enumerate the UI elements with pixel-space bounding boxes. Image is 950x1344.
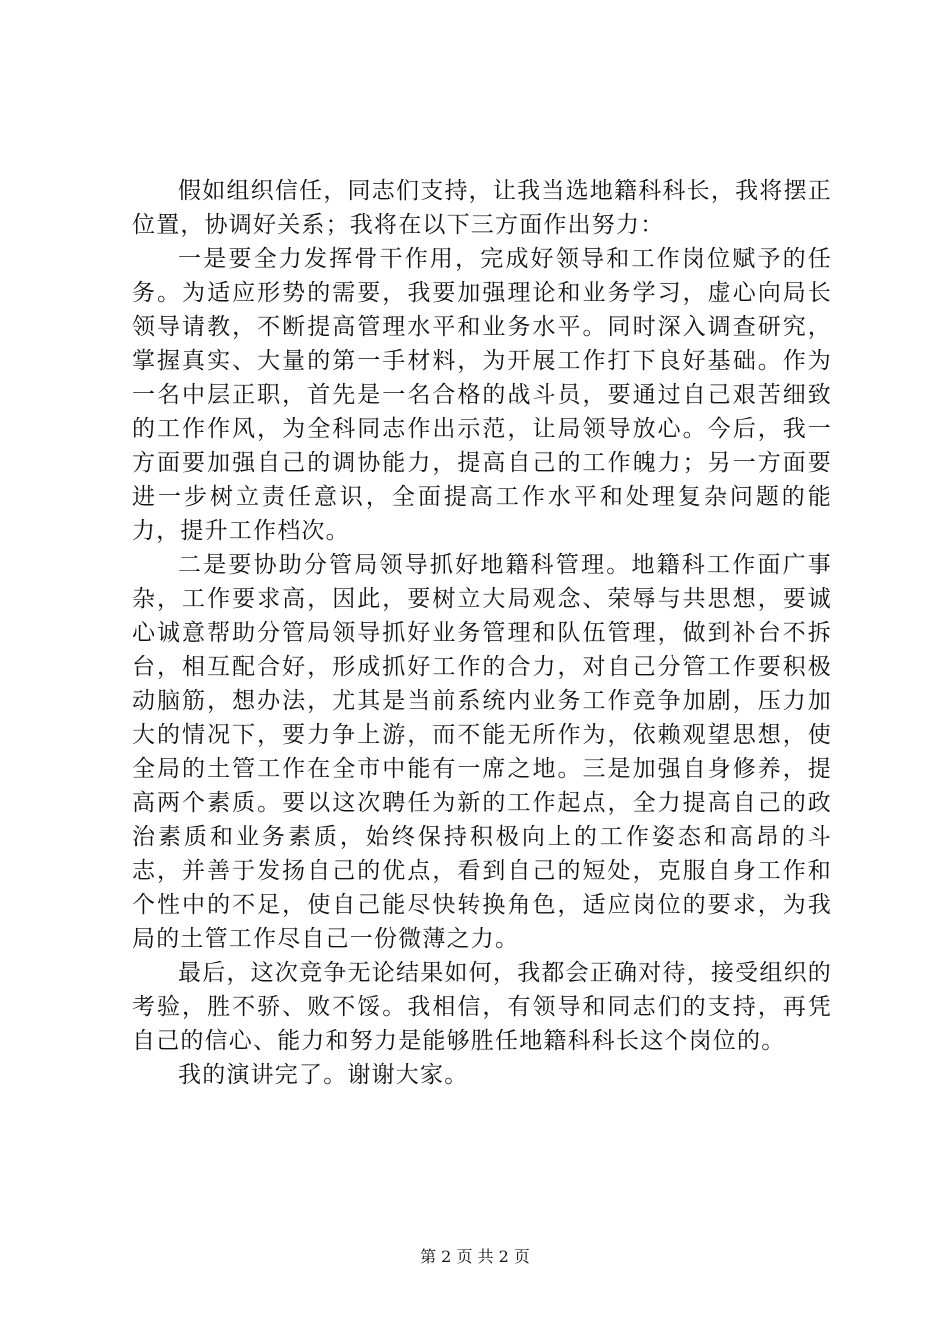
paragraph-point-one: 一是要全力发挥骨干作用，完成好领导和工作岗位赋予的任务。为适应形势的需要，我要加强理论和业务学习，虚心向局长领导请教，不断提高管理水平和业务水平。同时深入调查研究，掌握真实、大量的第一手材料，为开展工作打下良好基础。作为一名中层正职，首先是一名合格的战斗员，要通过自己艰苦细致的工作作风，为全科同志作出示范，让局领导放心。今后，我一方面要加强自己的调协能力，提高自己的工作魄力；另一方面要进一步树立责任意识，全面提高工作水平和处理复杂问题的能力，提升工作档次。 [132,246,832,544]
document-body [132,174,832,1092]
paragraph-conclusion: 最后，这次竞争无论结果如何，我都会正确对待，接受组织的考验，胜不骄、败不馁。我相信，有领导和同志们的支持，再凭自己的信心、能力和努力是能够胜任地籍科科长这个岗位的。 [132,960,832,1054]
page-footer: 第 2 页 共 2 页 [420,1247,530,1266]
paragraph-intro: 假如组织信任，同志们支持，让我当选地籍科科长，我将摆正位置，协调好关系；我将在以下三方面作出努力： [132,178,832,238]
paragraph-point-two-three: 二是要协助分管局领导抓好地籍科管理。地籍科工作面广事杂，工作要求高，因此，要树立大局观念、荣辱与共思想，要诚心诚意帮助分管局领导抓好业务管理和队伍管理，做到补台不拆台，相互配合好，形成抓好工作的合力，对自己分管工作要积极动脑筋，想办法，尤其是当前系统内业务工作竞争加剧，压力加大的情况下，要力争上游，而不能无所作为，依赖观望思想，使全局的土管工作在全市中能有一席之地。三是加强自身修养，提高两个素质。要以这次聘任为新的工作起点，全力提高自己的政治素质和业务素质，始终保持积极向上的工作姿态和高昂的斗志，并善于发扬自己的优点，看到自己的短处，克服自身工作和个性中的不足，使自己能尽快转换角色，适应岗位的要求，为我局的土管工作尽自己一份微薄之力。 [132,552,832,952]
paragraph-closing: 我的演讲完了。谢谢大家。 [178,1062,469,1088]
